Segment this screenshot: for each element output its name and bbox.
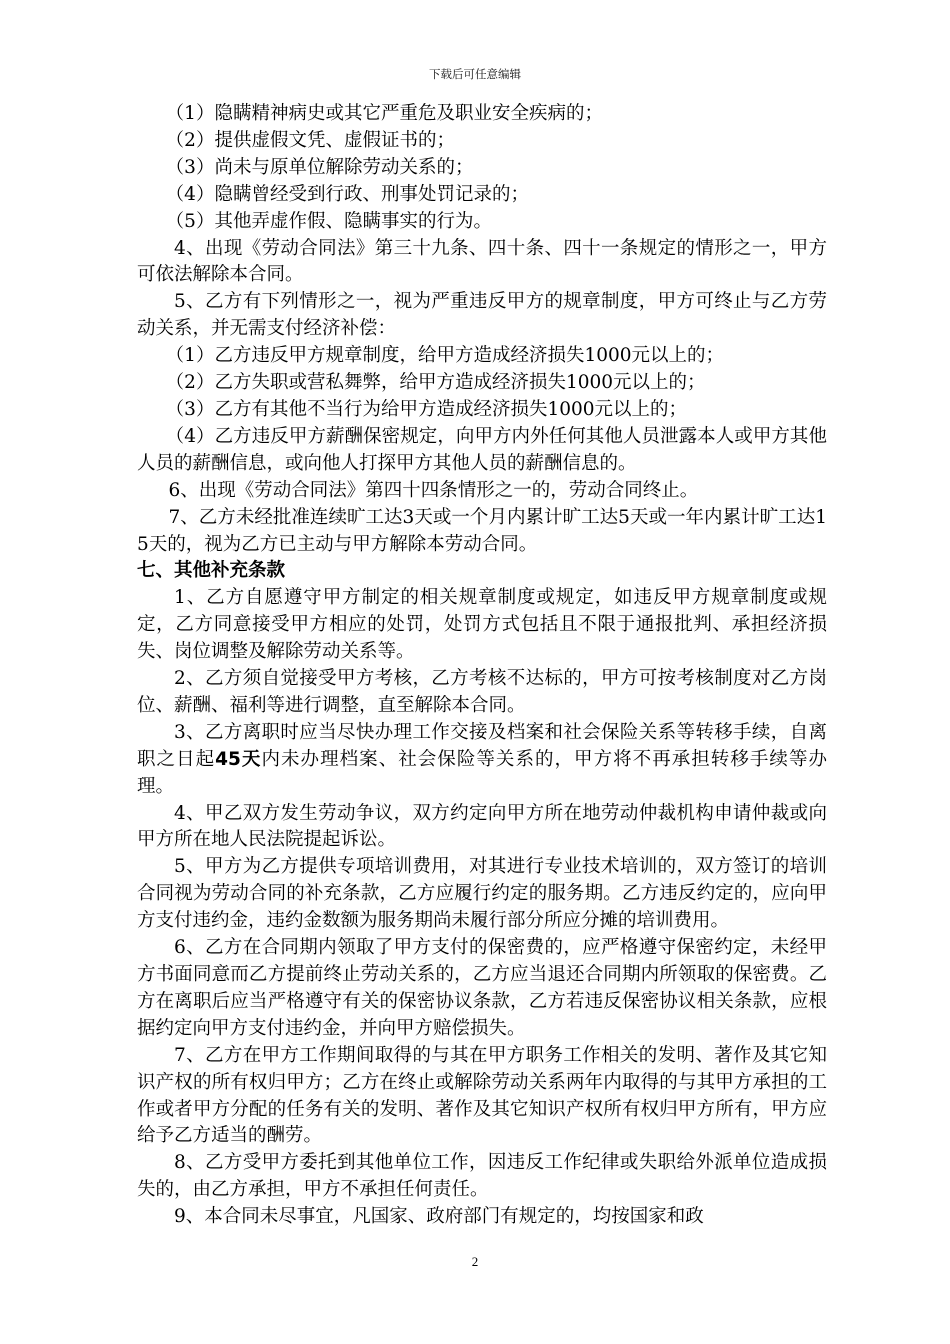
clause-5: 5、乙方有下列情形之一，视为严重违反甲方的规章制度，甲方可终止与乙方劳动关系，并无需支付经济补偿： — [137, 291, 827, 340]
clause-6: 6、出现《劳动合同法》第四十四条情形之一的，劳动合同终止。 — [168, 479, 699, 501]
list-item: （1）隐瞒精神病史或其它严重危及职业安全疾病的； — [165, 103, 603, 124]
supplement-clause-9: 9、本合同未尽事宜，凡国家、政府部门有规定的，均按国家和政 — [174, 1206, 704, 1228]
bold-deadline: 45天 — [215, 748, 262, 770]
supplement-clause-8: 8、乙方受甲方委托到其他单位工作，因违反工作纪律或失职给外派单位造成损失的，由乙方承担，甲方不承担任何责任。 — [137, 1152, 827, 1201]
list-item: （3）尚未与原单位解除劳动关系的； — [165, 156, 474, 178]
list-item: （2）乙方失职或营私舞弊，给甲方造成经济损失1000元以上的； — [165, 372, 706, 394]
list-item: （4）乙方违反甲方薪酬保密规定，向甲方内外任何其他人员泄露本人或甲方其他人员的薪酬信息，或向他人打探甲方其他人员的薪酬信息的。 — [137, 425, 827, 474]
supplement-clause-2: 2、乙方须自觉接受甲方考核，乙方考核不达标的，甲方可按考核制度对乙方岗位、薪酬、福利等进行调整，直至解除本合同。 — [137, 668, 827, 716]
supplement-clause-6: 6、乙方在合同期内领取了甲方支付的保密费的，应严格遵守保密约定，未经甲方书面同意而乙方提前终止劳动关系的，乙方应当退还合同期内所领取的保密费。乙方在离职后应当严格遵守有关的保密协议条款，乙方若违反保密协议相关条款，应根据约定向甲方支付违约金，并向甲方赔偿损失。 — [137, 937, 827, 1039]
clause-7: 7、乙方未经批准连续旷工达3天或一个月内累计旷工达5天或一年内累计旷工达15天的，视为乙方已主动与甲方解除本劳动合同。 — [137, 506, 827, 555]
clause-4: 4、出现《劳动合同法》第三十九条、四十条、四十一条规定的情形之一，甲方可依法解除本合同。 — [137, 237, 827, 286]
supplement-clause-4: 4、甲乙双方发生劳动争议，双方约定向甲方所在地劳动仲裁机构申请仲裁或向甲方所在地人民法院提起诉讼。 — [137, 802, 827, 851]
document-body — [137, 101, 827, 1231]
list-item: （1）乙方违反甲方规章制度，给甲方造成经济损失1000元以上的； — [165, 345, 725, 367]
clause-text: 内未办理档案、社会保险等关系的，甲方将不再承担转移手续等办理。 — [137, 748, 827, 797]
clause-text: 3、乙方离职时应当尽快办理工作交接及档案和社会保险关系等转移手续，自离职之日起 — [137, 721, 827, 770]
supplement-clause-1: 1、乙方自愿遵守甲方制定的相关规章制度或规定，如违反甲方规章制度或规定，乙方同意接受甲方相应的处罚，处罚方式包括且不限于通报批判、承担经济损失、岗位调整及解除劳动关系等。 — [137, 587, 827, 663]
supplement-clause-7: 7、乙方在甲方工作期间取得的与其在甲方职务工作相关的发明、著作及其它知识产权的所有权归甲方；乙方在终止或解除劳动关系两年内取得的与其甲方承担的工作或者甲方分配的任务有关的发明、著作及其它知识产权所有权归甲方所有，甲方应给予乙方适当的酬劳。 — [137, 1044, 827, 1147]
list-item: （3）乙方有其他不当行为给甲方造成经济损失1000元以上的； — [165, 398, 688, 420]
list-item: （2）提供虚假文凭、虚假证书的； — [165, 129, 455, 151]
list-item: （5）其他弄虚作假、隐瞒事实的行为。 — [165, 210, 492, 232]
section-heading: 七、其他补充条款 — [137, 560, 286, 582]
page-header: 下载后可任意编辑 — [429, 67, 521, 81]
list-item: （4）隐瞒曾经受到行政、刑事处罚记录的； — [165, 183, 529, 205]
supplement-clause-3 — [137, 720, 827, 801]
page-number: 2 — [471, 1254, 479, 1269]
supplement-clause-5: 5、甲方为乙方提供专项培训费用，对其进行专业技术培训的，双方签订的培训合同视为劳动合同的补充条款，乙方应履行约定的服务期。乙方违反约定的，应向甲方支付违约金，违约金数额为服务期尚未履行部分所应分摊的培训费用。 — [137, 856, 827, 932]
